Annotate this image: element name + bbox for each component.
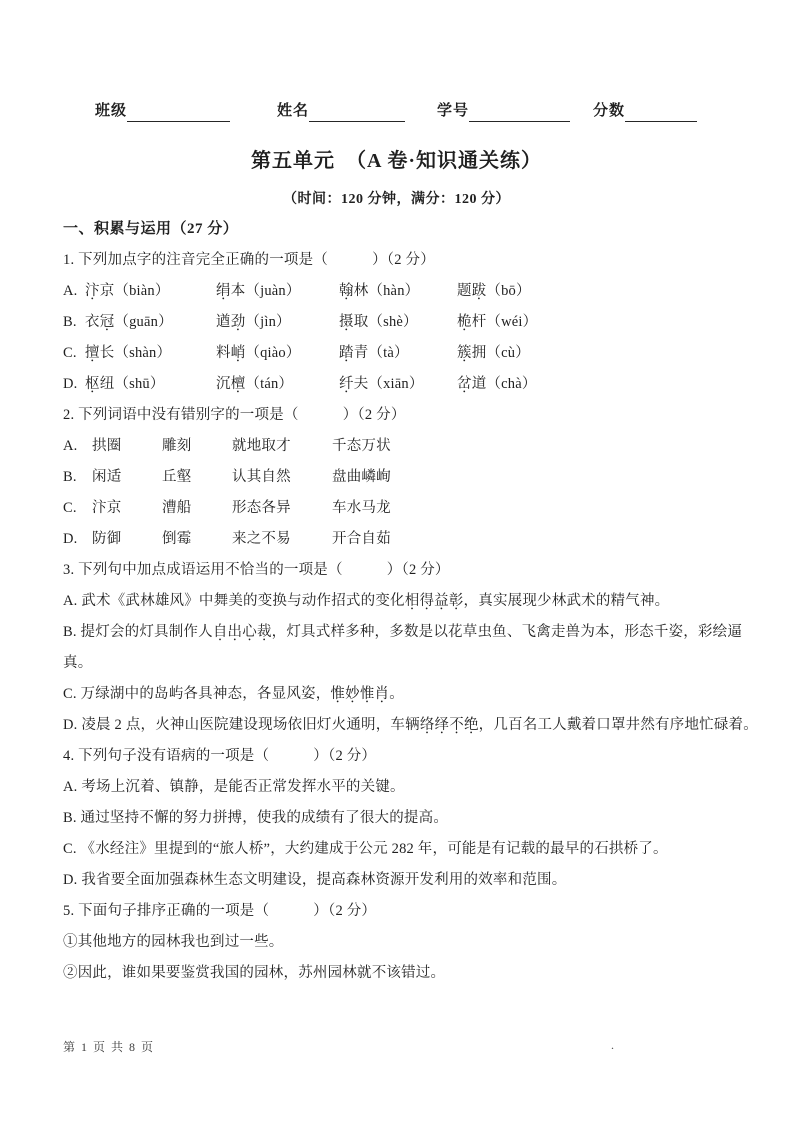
text-segment: ①其他地方的园林我也到过一些。 — [63, 934, 284, 950]
text-segment: 衣 — [85, 314, 100, 330]
term-cell — [92, 524, 121, 555]
class-field-label: 班级 — [95, 103, 128, 119]
text-segment: 道（chà） — [471, 376, 537, 392]
term-cell — [332, 524, 391, 555]
text-segment: 京（biàn） — [99, 283, 170, 299]
term-cell — [332, 431, 391, 462]
footer-page-number: 第 1 页 共 8 页 — [63, 1040, 155, 1054]
option-letter: C. — [63, 345, 77, 361]
option-sentence — [63, 617, 743, 648]
term-cell — [457, 276, 531, 307]
option-sentence — [63, 927, 738, 958]
term-cell — [85, 338, 171, 369]
text-segment: 4. 下列句子没有语病的一项是（ ）（2 分） — [63, 748, 377, 764]
term-cell — [216, 369, 293, 400]
text-segment: 雕刻 — [162, 438, 192, 454]
score-blank-line — [625, 102, 697, 122]
text-segment: 沉 — [216, 376, 231, 392]
dotted-char: 络 — [419, 717, 435, 733]
dotted-char: 裁 — [256, 624, 272, 640]
student-number-field-label: 学号 — [437, 103, 470, 119]
option-sentence — [63, 710, 758, 741]
text-segment: 拱圈 — [92, 438, 122, 454]
term-cell — [162, 524, 191, 555]
dotted-char: 出 — [227, 624, 243, 640]
dotted-char: 擅 — [85, 345, 100, 361]
term-cell — [232, 431, 291, 462]
option-sentence — [63, 958, 738, 989]
text-segment: 汴京 — [92, 500, 122, 516]
option-letter: B. — [63, 314, 77, 330]
option-row — [63, 369, 738, 400]
dotted-char: 绝 — [463, 717, 479, 733]
dotted-char: 峭 — [230, 345, 246, 361]
option-row — [63, 276, 738, 307]
text-segment: 林（hàn） — [353, 283, 420, 299]
name-blank-line — [309, 102, 405, 122]
dotted-char: 岔 — [457, 376, 472, 392]
text-segment: 盘曲嶙峋 — [332, 469, 391, 485]
dotted-char: 劲 — [230, 314, 246, 330]
dotted-char: 踏 — [339, 345, 354, 361]
option-letter: C. — [63, 500, 77, 516]
text-segment: 题 — [457, 283, 472, 299]
term-cell — [92, 431, 121, 462]
option-row — [63, 493, 738, 524]
dotted-char: 彰 — [448, 593, 464, 609]
dotted-char: 翰 — [339, 283, 354, 299]
dotted-char: 惟 — [359, 686, 375, 702]
question-stem — [63, 400, 738, 431]
text-segment: 来之不易 — [232, 531, 291, 547]
option-sentence — [63, 648, 738, 679]
text-segment: B. 通过坚持不懈的努力拼搏，使我的成绩有了很大的提高。 — [63, 810, 449, 826]
dotted-char: 心 — [242, 624, 257, 640]
text-segment: 丘壑 — [162, 469, 192, 485]
dotted-char: 惟 — [330, 686, 346, 702]
term-cell — [339, 276, 419, 307]
dotted-char: 摄 — [339, 314, 354, 330]
text-segment: （jìn） — [245, 314, 291, 330]
text-segment: 闲适 — [92, 469, 122, 485]
term-cell — [216, 276, 301, 307]
question-stem — [63, 245, 738, 276]
text-segment: 拥（cù） — [471, 345, 530, 361]
option-sentence — [63, 586, 738, 617]
term-cell — [232, 524, 291, 555]
dotted-char: 相 — [404, 593, 420, 609]
dotted-char: 绎 — [434, 717, 450, 733]
term-cell — [85, 307, 173, 338]
text-segment: C. 《水经注》里提到的“旅人桥”，大约建成于公元 282 年，可能是有记载的最早的石拱桥了。 — [63, 841, 668, 857]
term-cell — [162, 493, 191, 524]
text-segment: 1. 下列加点字的注音完全正确的一项是（ ）（2 分） — [63, 252, 435, 268]
text-segment: 纽（shū） — [99, 376, 165, 392]
option-letter: D. — [63, 376, 78, 392]
term-cell — [457, 369, 537, 400]
text-segment: 防御 — [92, 531, 122, 547]
stray-dot-mark: . — [611, 1038, 614, 1052]
dotted-char: 簇 — [457, 345, 472, 361]
term-cell — [162, 462, 191, 493]
student-number-blank-line — [469, 102, 570, 122]
dotted-char: 纤 — [339, 376, 354, 392]
text-segment: 5. 下面句子排序正确的一项是（ ）（2 分） — [63, 903, 377, 919]
option-sentence — [63, 772, 738, 803]
text-segment: 漕船 — [162, 500, 192, 516]
student-number-field — [437, 100, 570, 122]
dotted-char: 妙 — [345, 686, 360, 702]
class-field — [95, 100, 230, 122]
text-segment: ，真实展现少林武术的精气神。 — [463, 593, 670, 609]
option-row — [63, 307, 738, 338]
term-cell — [92, 462, 121, 493]
option-letter: A. — [63, 283, 78, 299]
score-field-label: 分数 — [593, 103, 626, 119]
dotted-char: 绢 — [216, 283, 231, 299]
option-row — [63, 338, 738, 369]
option-sentence — [63, 803, 738, 834]
term-cell — [232, 493, 291, 524]
text-segment: 千态万状 — [332, 438, 391, 454]
option-sentence — [63, 679, 738, 710]
option-sentence — [63, 834, 738, 865]
score-field — [593, 100, 697, 122]
text-segment: 杆（wéi） — [471, 314, 538, 330]
text-segment: A. 武术《武林雄风》中舞美的变换与动作招式的变化 — [63, 593, 405, 609]
class-blank-line — [127, 102, 230, 122]
term-cell — [162, 431, 191, 462]
term-cell — [92, 493, 121, 524]
name-field-label: 姓名 — [277, 103, 310, 119]
dotted-char: 自 — [212, 624, 228, 640]
text-segment: 认其自然 — [232, 469, 291, 485]
time-score-subtitle: （时间：120 分钟，满分：120 分） — [283, 192, 510, 207]
text-segment: 车水马龙 — [332, 500, 391, 516]
text-segment: B. 提灯会的灯具制作人 — [63, 624, 213, 640]
student-info-row — [0, 100, 793, 128]
text-segment: 就地取才 — [232, 438, 291, 454]
dotted-char: 得 — [419, 593, 435, 609]
text-segment: 取（shè） — [353, 314, 418, 330]
option-letter: B. — [63, 469, 77, 485]
option-row — [63, 462, 738, 493]
term-cell — [85, 369, 165, 400]
text-segment: A. 考场上沉着、镇静，是能否正常发挥水平的关键。 — [63, 779, 405, 795]
text-segment: （guān） — [114, 314, 173, 330]
paper-title: 第五单元 （A 卷·知识通关练） — [250, 150, 542, 172]
dotted-char: 枢 — [85, 376, 100, 392]
text-segment: 形态各异 — [232, 500, 291, 516]
term-cell — [457, 338, 530, 369]
text-segment: ，几百名工人戴着口罩井然有序地忙碌着。 — [478, 717, 758, 733]
term-cell — [232, 462, 291, 493]
text-segment: 青（tà） — [353, 345, 409, 361]
text-segment: （bō） — [486, 283, 531, 299]
term-cell — [339, 307, 418, 338]
text-segment: 倒霉 — [162, 531, 192, 547]
dotted-char: 冠 — [99, 314, 115, 330]
question-stem — [63, 741, 738, 772]
text-segment: D. 凌晨 2 点，火神山医院建设现场依旧灯火通明，车辆 — [63, 717, 420, 733]
text-segment: （qiào） — [245, 345, 301, 361]
dotted-char: 桅 — [457, 314, 472, 330]
text-segment: D. 我省要全面加强森林生态文明建设，提高森林资源开发利用的效率和范围。 — [63, 872, 567, 888]
option-row — [63, 431, 738, 462]
text-segment: 2. 下列词语中没有错别字的一项是（ ）（2 分） — [63, 407, 406, 423]
dotted-char: 跋 — [471, 283, 487, 299]
question-body — [63, 245, 758, 989]
dotted-char: 不 — [449, 717, 464, 733]
term-cell — [457, 307, 537, 338]
question-stem — [63, 555, 738, 586]
text-segment: 真。 — [63, 655, 93, 671]
section-heading: 一、积累与运用（27 分） — [63, 221, 239, 237]
text-segment: ②因此，谁如果要鉴赏我国的园林，苏州园林就不该错过。 — [63, 965, 446, 981]
text-segment: 本（juàn） — [230, 283, 301, 299]
term-cell — [216, 338, 301, 369]
option-letter: A. — [63, 438, 78, 454]
term-cell — [339, 369, 424, 400]
option-letter: D. — [63, 531, 78, 547]
text-segment: 3. 下列句中加点成语运用不恰当的一项是（ ）（2 分） — [63, 562, 450, 578]
text-segment: ，灯具式样多种，多数是以花草虫鱼、飞禽走兽为本，形态千姿，彩绘逼 — [271, 624, 743, 640]
text-segment: 。 — [389, 686, 404, 702]
term-cell — [332, 462, 391, 493]
dotted-char: 汴 — [85, 283, 100, 299]
text-segment: 开合自茹 — [332, 531, 391, 547]
dotted-char: 益 — [434, 593, 449, 609]
text-segment: 遒 — [216, 314, 231, 330]
option-row — [63, 524, 738, 555]
term-cell — [339, 338, 409, 369]
name-field — [277, 100, 405, 122]
text-segment: 夫（xiān） — [353, 376, 424, 392]
text-segment: 长（shàn） — [99, 345, 172, 361]
dotted-char: 肖 — [374, 686, 390, 702]
text-segment: 料 — [216, 345, 231, 361]
term-cell — [332, 493, 391, 524]
dotted-char: 檀 — [230, 376, 246, 392]
term-cell — [216, 307, 291, 338]
term-cell — [85, 276, 170, 307]
option-sentence — [63, 865, 738, 896]
text-segment: （tán） — [245, 376, 294, 392]
question-stem — [63, 896, 738, 927]
text-segment: C. 万绿湖中的岛屿各具神态，各显风姿， — [63, 686, 331, 702]
